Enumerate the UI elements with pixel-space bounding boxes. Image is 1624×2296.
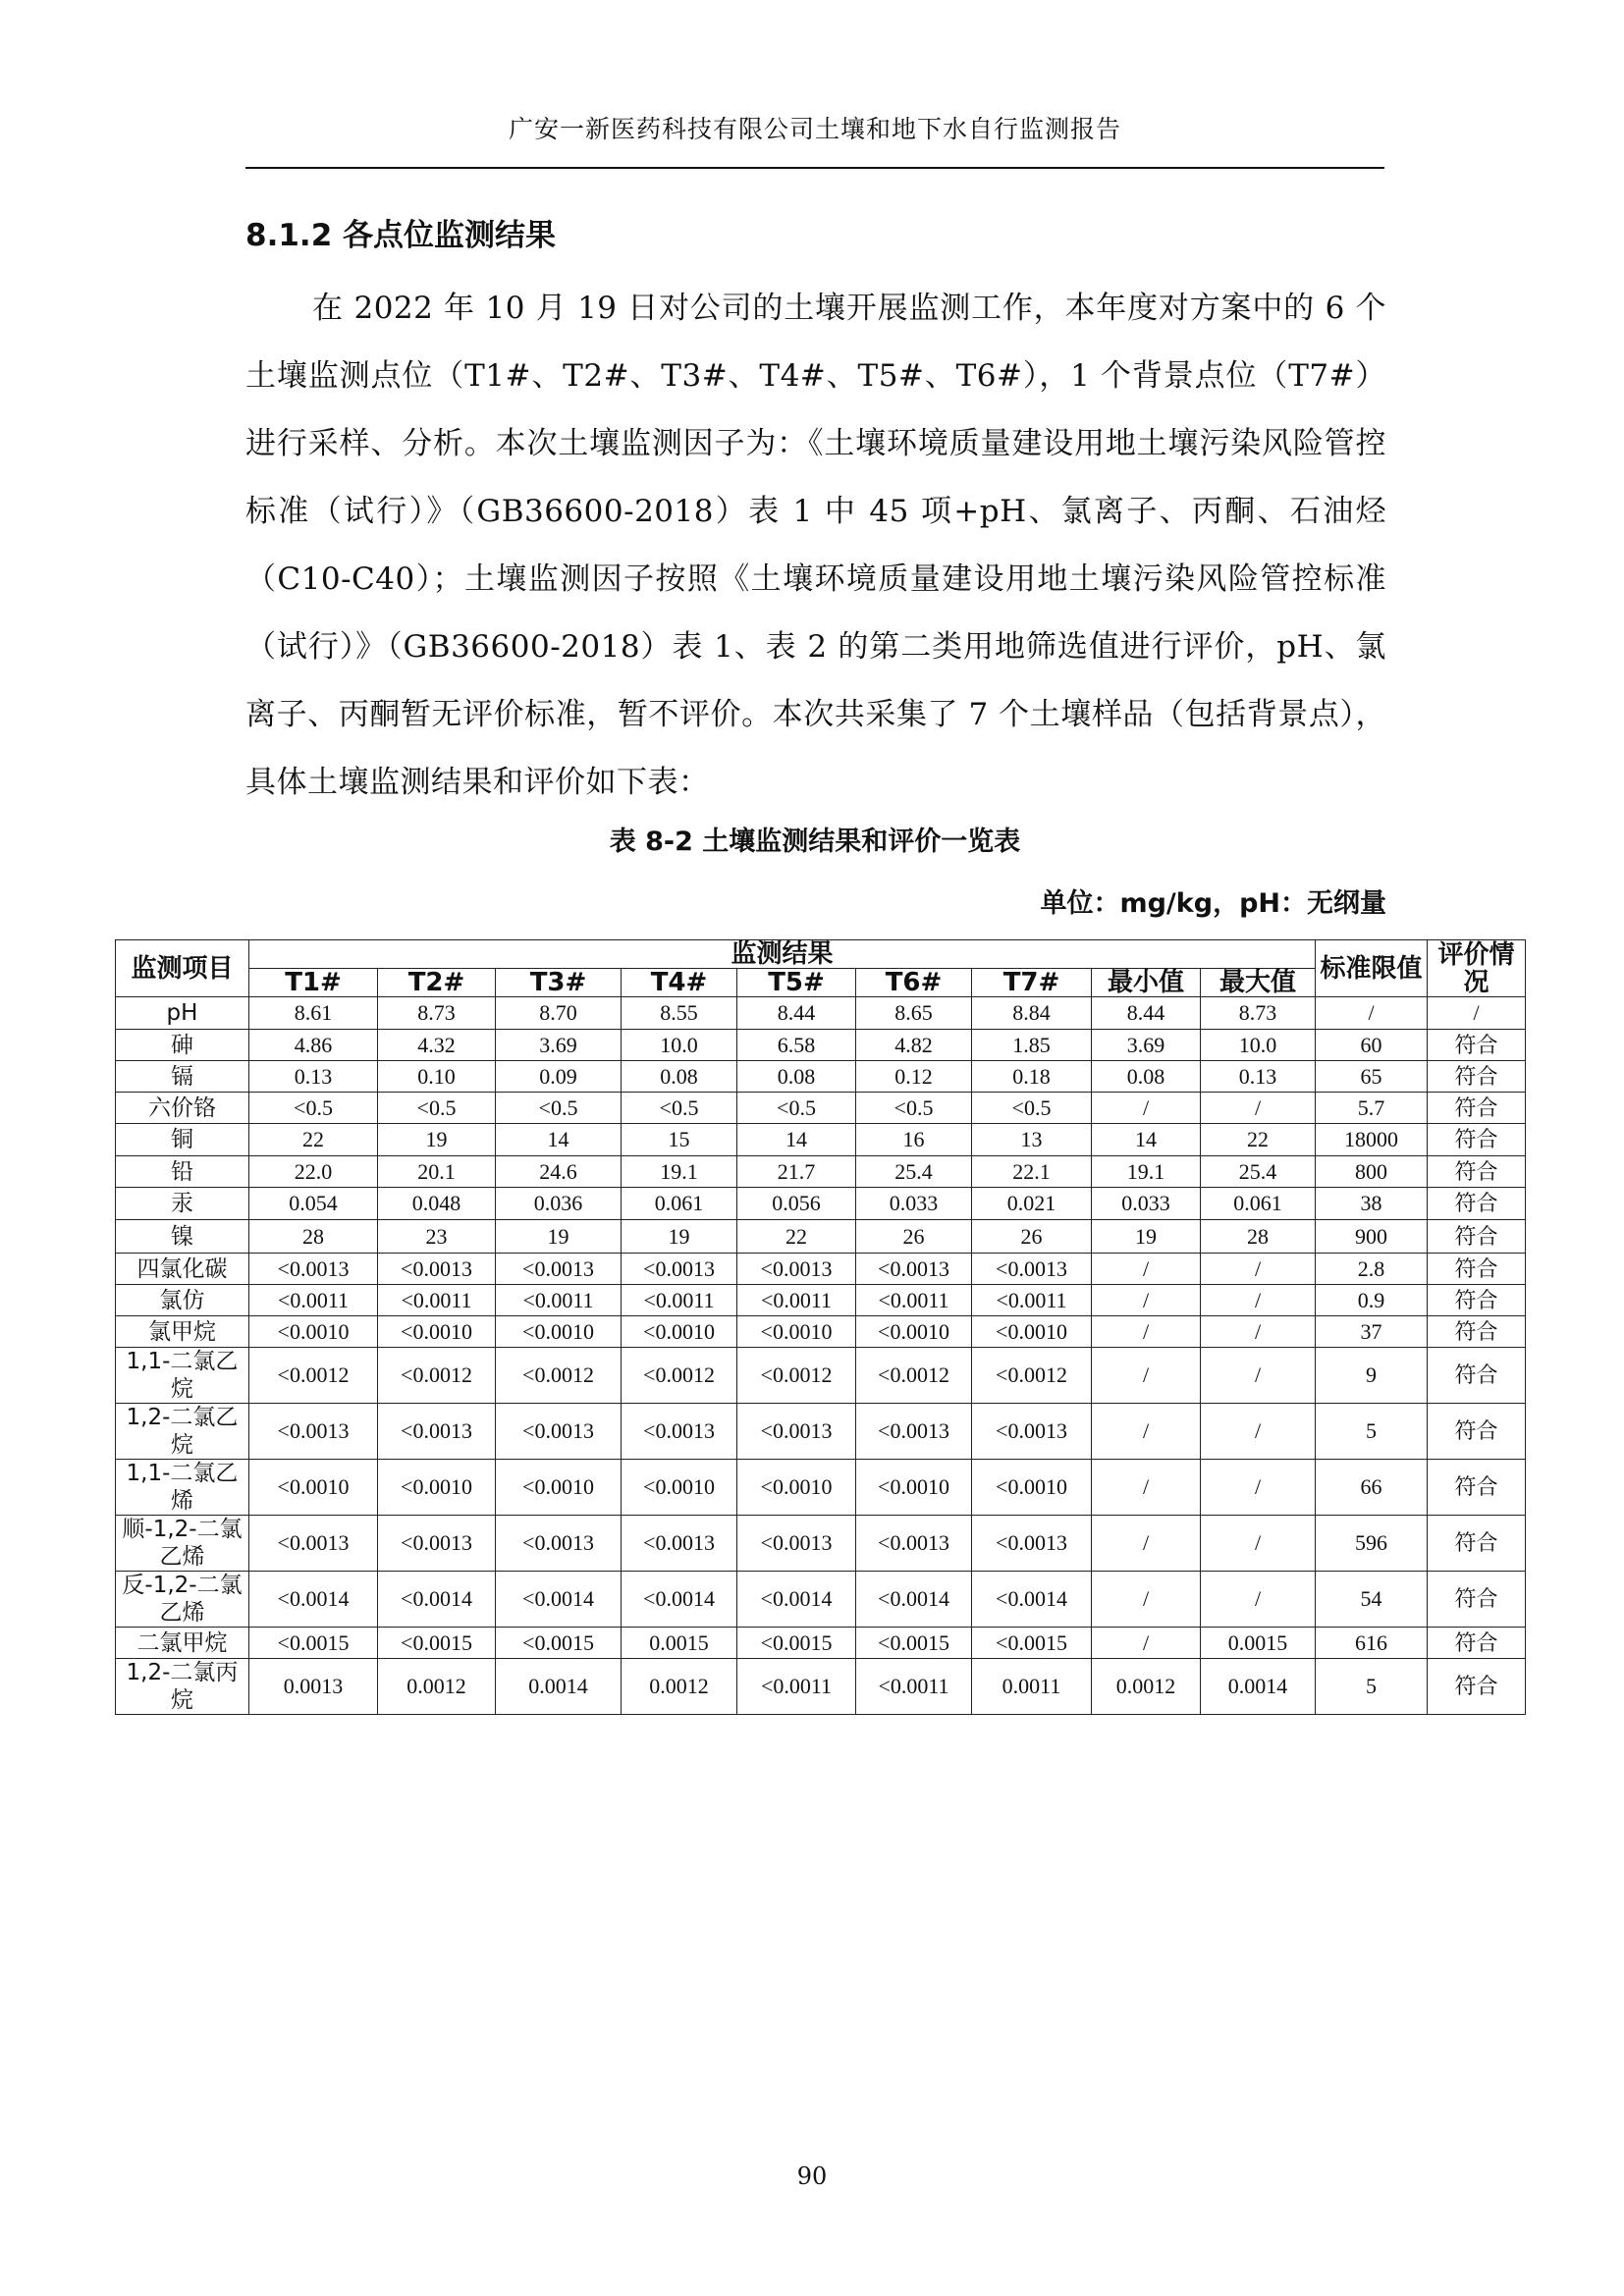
cell-eval: 符合	[1428, 1093, 1526, 1124]
cell-value: <0.0010	[856, 1316, 972, 1348]
cell-value: <0.0013	[972, 1516, 1092, 1572]
table-row	[116, 1285, 1526, 1316]
cell-max: 0.0015	[1201, 1628, 1316, 1659]
cell-eval: 符合	[1428, 1348, 1526, 1404]
cell-value: 14	[496, 1124, 622, 1156]
header-point: T5#	[737, 969, 856, 997]
cell-value: <0.0011	[737, 1285, 856, 1316]
cell-max: /	[1201, 1316, 1316, 1348]
row-item-name: 六价铬	[116, 1093, 249, 1124]
cell-value: 22	[737, 1220, 856, 1254]
cell-value: <0.0014	[249, 1572, 378, 1628]
cell-min: 0.033	[1092, 1188, 1201, 1220]
cell-limit: 9	[1316, 1348, 1428, 1404]
cell-value: 0.0012	[378, 1659, 496, 1715]
cell-value: <0.0010	[972, 1316, 1092, 1348]
cell-eval: 符合	[1428, 1516, 1526, 1572]
cell-value: 8.61	[249, 997, 378, 1030]
cell-value: 22.1	[972, 1156, 1092, 1188]
cell-max: 22	[1201, 1124, 1316, 1156]
cell-eval: 符合	[1428, 1254, 1526, 1285]
cell-value: 1.85	[972, 1030, 1092, 1061]
table-row	[116, 1030, 1526, 1061]
cell-limit: 900	[1316, 1220, 1428, 1254]
cell-eval: 符合	[1428, 1156, 1526, 1188]
cell-value: <0.0011	[856, 1659, 972, 1715]
cell-limit: 18000	[1316, 1124, 1428, 1156]
cell-value: 16	[856, 1124, 972, 1156]
cell-value: <0.0010	[496, 1316, 622, 1348]
table-row	[116, 1220, 1526, 1254]
cell-limit: 5	[1316, 1404, 1428, 1460]
cell-value: 0.09	[496, 1061, 622, 1093]
cell-value: <0.0012	[972, 1348, 1092, 1404]
cell-value: <0.0014	[972, 1572, 1092, 1628]
cell-min: 19	[1092, 1220, 1201, 1254]
header-min: 最小值	[1092, 969, 1201, 997]
cell-value: 28	[249, 1220, 378, 1254]
soil-results-table	[115, 939, 1526, 1715]
cell-min: 19.1	[1092, 1156, 1201, 1188]
cell-value: <0.0013	[622, 1404, 737, 1460]
page-number: 90	[796, 2163, 828, 2190]
cell-value: 19	[378, 1124, 496, 1156]
cell-value: 25.4	[856, 1156, 972, 1188]
cell-value: <0.0011	[378, 1285, 496, 1316]
cell-value: <0.0013	[737, 1254, 856, 1285]
cell-value: 26	[972, 1220, 1092, 1254]
cell-value: 0.036	[496, 1188, 622, 1220]
cell-value: 8.70	[496, 997, 622, 1030]
cell-value: <0.0014	[496, 1572, 622, 1628]
cell-value: 8.73	[378, 997, 496, 1030]
cell-min: /	[1092, 1628, 1201, 1659]
cell-value: <0.0010	[496, 1460, 622, 1516]
cell-value: <0.5	[856, 1093, 972, 1124]
cell-value: <0.0012	[496, 1348, 622, 1404]
cell-value: <0.0015	[249, 1628, 378, 1659]
cell-max: 25.4	[1201, 1156, 1316, 1188]
cell-value: 0.0014	[496, 1659, 622, 1715]
cell-eval: 符合	[1428, 1220, 1526, 1254]
table-row	[116, 1093, 1526, 1124]
cell-min: 14	[1092, 1124, 1201, 1156]
table-row	[116, 1124, 1526, 1156]
cell-value: <0.0013	[496, 1254, 622, 1285]
cell-value: <0.0013	[378, 1516, 496, 1572]
cell-eval: 符合	[1428, 1572, 1526, 1628]
cell-value: <0.0013	[496, 1516, 622, 1572]
row-item-name: 氯甲烷	[116, 1316, 249, 1348]
header-limit: 标准限值	[1316, 940, 1428, 997]
cell-limit: 800	[1316, 1156, 1428, 1188]
cell-min: 3.69	[1092, 1030, 1201, 1061]
cell-value: 8.55	[622, 997, 737, 1030]
cell-value: <0.0013	[249, 1254, 378, 1285]
cell-value: <0.0010	[378, 1316, 496, 1348]
cell-value: 0.033	[856, 1188, 972, 1220]
table-subheader-row	[116, 969, 1526, 997]
section-title: 8.1.2 各点位监测结果	[245, 218, 557, 253]
cell-min: /	[1092, 1285, 1201, 1316]
cell-value: <0.0015	[737, 1628, 856, 1659]
cell-value: <0.0013	[378, 1404, 496, 1460]
cell-value: <0.5	[622, 1093, 737, 1124]
cell-limit: 38	[1316, 1188, 1428, 1220]
cell-value: <0.0013	[378, 1254, 496, 1285]
cell-eval: 符合	[1428, 1404, 1526, 1460]
cell-value: <0.0013	[622, 1254, 737, 1285]
cell-value: <0.0010	[972, 1460, 1092, 1516]
header-point: T6#	[856, 969, 972, 997]
cell-limit: 2.8	[1316, 1254, 1428, 1285]
cell-value: 0.13	[249, 1061, 378, 1093]
cell-max: 0.13	[1201, 1061, 1316, 1093]
cell-value: 0.056	[737, 1188, 856, 1220]
cell-value: <0.0013	[249, 1516, 378, 1572]
cell-value: <0.0011	[249, 1285, 378, 1316]
cell-value: <0.0010	[737, 1316, 856, 1348]
cell-value: 26	[856, 1220, 972, 1254]
cell-min: /	[1092, 1348, 1201, 1404]
cell-value: <0.0011	[856, 1285, 972, 1316]
cell-value: 4.32	[378, 1030, 496, 1061]
cell-value: <0.0013	[496, 1404, 622, 1460]
cell-value: <0.0012	[249, 1348, 378, 1404]
cell-eval: 符合	[1428, 1659, 1526, 1715]
cell-value: 0.12	[856, 1061, 972, 1093]
cell-limit: /	[1316, 997, 1428, 1030]
cell-limit: 54	[1316, 1572, 1428, 1628]
cell-limit: 60	[1316, 1030, 1428, 1061]
row-item-name: 反-1,2-二氯乙烯	[116, 1572, 249, 1628]
table-body	[116, 997, 1526, 1715]
cell-min: /	[1092, 1254, 1201, 1285]
cell-value: <0.0011	[622, 1285, 737, 1316]
cell-value: <0.0010	[737, 1460, 856, 1516]
cell-value: 0.048	[378, 1188, 496, 1220]
cell-max: /	[1201, 1516, 1316, 1572]
cell-value: <0.0012	[622, 1348, 737, 1404]
cell-value: 4.82	[856, 1030, 972, 1061]
cell-value: 13	[972, 1124, 1092, 1156]
cell-value: <0.0010	[622, 1460, 737, 1516]
cell-value: 0.08	[622, 1061, 737, 1093]
cell-value: 22.0	[249, 1156, 378, 1188]
cell-value: 0.0015	[622, 1628, 737, 1659]
cell-value: <0.0013	[972, 1254, 1092, 1285]
cell-value: <0.5	[249, 1093, 378, 1124]
cell-eval: 符合	[1428, 1628, 1526, 1659]
table-row	[116, 1404, 1526, 1460]
cell-value: <0.0010	[378, 1460, 496, 1516]
cell-max: /	[1201, 1093, 1316, 1124]
cell-value: <0.0011	[496, 1285, 622, 1316]
cell-value: 21.7	[737, 1156, 856, 1188]
table-unit-note: 单位：mg/kg，pH：无纲量	[1040, 888, 1386, 919]
cell-value: <0.0015	[856, 1628, 972, 1659]
header-point: T4#	[622, 969, 737, 997]
cell-max: /	[1201, 1572, 1316, 1628]
cell-value: <0.0015	[378, 1628, 496, 1659]
cell-eval: 符合	[1428, 1285, 1526, 1316]
table-header-row	[116, 940, 1526, 969]
row-item-name: 镍	[116, 1220, 249, 1254]
header-eval: 评价情况	[1428, 940, 1526, 997]
cell-value: <0.0015	[972, 1628, 1092, 1659]
header-point: T3#	[496, 969, 622, 997]
cell-value: <0.5	[378, 1093, 496, 1124]
cell-value: <0.0012	[856, 1348, 972, 1404]
cell-value: 0.0011	[972, 1659, 1092, 1715]
cell-eval: 符合	[1428, 1061, 1526, 1093]
cell-value: 0.18	[972, 1061, 1092, 1093]
cell-limit: 65	[1316, 1061, 1428, 1093]
cell-value: 8.84	[972, 997, 1092, 1030]
table-row	[116, 1316, 1526, 1348]
cell-value: <0.5	[972, 1093, 1092, 1124]
cell-value: 0.021	[972, 1188, 1092, 1220]
cell-max: /	[1201, 1285, 1316, 1316]
row-item-name: 四氯化碳	[116, 1254, 249, 1285]
cell-limit: 616	[1316, 1628, 1428, 1659]
cell-value: <0.0014	[378, 1572, 496, 1628]
header-point: T7#	[972, 969, 1092, 997]
cell-value: 23	[378, 1220, 496, 1254]
cell-value: 0.054	[249, 1188, 378, 1220]
cell-value: 6.58	[737, 1030, 856, 1061]
cell-value: <0.0013	[737, 1404, 856, 1460]
cell-limit: 0.9	[1316, 1285, 1428, 1316]
cell-value: 8.65	[856, 997, 972, 1030]
cell-value: 22	[249, 1124, 378, 1156]
row-item-name: 1,1-二氯乙烯	[116, 1460, 249, 1516]
cell-value: <0.0013	[737, 1516, 856, 1572]
cell-value: 0.0012	[622, 1659, 737, 1715]
cell-value: 14	[737, 1124, 856, 1156]
cell-limit: 596	[1316, 1516, 1428, 1572]
cell-min: 0.0012	[1092, 1659, 1201, 1715]
cell-value: 15	[622, 1124, 737, 1156]
cell-eval: 符合	[1428, 1316, 1526, 1348]
cell-eval: /	[1428, 997, 1526, 1030]
cell-value: <0.5	[737, 1093, 856, 1124]
row-item-name: 二氯甲烷	[116, 1628, 249, 1659]
row-item-name: 砷	[116, 1030, 249, 1061]
cell-value: <0.0013	[856, 1404, 972, 1460]
row-item-name: 1,1-二氯乙烷	[116, 1348, 249, 1404]
row-item-name: 顺-1,2-二氯乙烯	[116, 1516, 249, 1572]
row-item-name: 铜	[116, 1124, 249, 1156]
cell-value: 0.10	[378, 1061, 496, 1093]
table-row	[116, 1061, 1526, 1093]
cell-min: /	[1092, 1516, 1201, 1572]
cell-value: 0.0013	[249, 1659, 378, 1715]
table-row	[116, 1628, 1526, 1659]
cell-limit: 37	[1316, 1316, 1428, 1348]
table-row	[116, 1572, 1526, 1628]
cell-value: <0.0010	[856, 1460, 972, 1516]
cell-value: <0.0013	[856, 1516, 972, 1572]
cell-eval: 符合	[1428, 1030, 1526, 1061]
table-row	[116, 997, 1526, 1030]
cell-value: 10.0	[622, 1030, 737, 1061]
cell-limit: 5	[1316, 1659, 1428, 1715]
cell-eval: 符合	[1428, 1124, 1526, 1156]
row-item-name: pH	[116, 997, 249, 1030]
row-item-name: 铅	[116, 1156, 249, 1188]
cell-min: /	[1092, 1404, 1201, 1460]
table-row	[116, 1254, 1526, 1285]
table-row	[116, 1156, 1526, 1188]
page-header: 广安一新医药科技有限公司土壤和地下水自行监测报告	[508, 115, 1121, 143]
cell-value: 0.08	[737, 1061, 856, 1093]
header-max: 最大值	[1201, 969, 1316, 997]
cell-min: 8.44	[1092, 997, 1201, 1030]
cell-value: 8.44	[737, 997, 856, 1030]
table-row	[116, 1188, 1526, 1220]
cell-value: <0.0012	[378, 1348, 496, 1404]
cell-value: 19.1	[622, 1156, 737, 1188]
cell-limit: 5.7	[1316, 1093, 1428, 1124]
cell-value: <0.0011	[972, 1285, 1092, 1316]
header-item: 监测项目	[116, 940, 249, 997]
cell-eval: 符合	[1428, 1460, 1526, 1516]
cell-value: <0.0015	[496, 1628, 622, 1659]
table-row	[116, 1348, 1526, 1404]
table-title: 表 8-2 土壤监测结果和评价一览表	[609, 827, 1021, 857]
row-item-name: 汞	[116, 1188, 249, 1220]
cell-min: 0.08	[1092, 1061, 1201, 1093]
table-row	[116, 1460, 1526, 1516]
header-divider	[245, 167, 1384, 169]
row-item-name: 氯仿	[116, 1285, 249, 1316]
cell-value: <0.0014	[856, 1572, 972, 1628]
cell-value: 19	[622, 1220, 737, 1254]
cell-max: /	[1201, 1254, 1316, 1285]
cell-value: 19	[496, 1220, 622, 1254]
cell-min: /	[1092, 1460, 1201, 1516]
cell-value: <0.5	[496, 1093, 622, 1124]
cell-value: <0.0011	[737, 1659, 856, 1715]
cell-value: <0.0013	[249, 1404, 378, 1460]
header-point: T2#	[378, 969, 496, 997]
cell-max: 8.73	[1201, 997, 1316, 1030]
cell-min: /	[1092, 1572, 1201, 1628]
cell-value: 20.1	[378, 1156, 496, 1188]
cell-value: <0.0013	[856, 1254, 972, 1285]
row-item-name: 1,2-二氯丙烷	[116, 1659, 249, 1715]
cell-value: <0.0010	[249, 1316, 378, 1348]
cell-max: /	[1201, 1460, 1316, 1516]
cell-max: 0.0014	[1201, 1659, 1316, 1715]
cell-min: /	[1092, 1093, 1201, 1124]
body-paragraph: 在 2022 年 10 月 19 日对公司的土壤开展监测工作，本年度对方案中的 6 个土壤监测点位（T1#、T2#、T3#、T4#、T5#、T6#），1 个背景点位（T7#）进行采样、分析。本次土壤监测因子为：《土壤环境质量建设用地土壤污染风险管控标准（试行）》（GB36600-2018）表 1 中 45 项+pH、氯离子、丙酮、石油烃（C10-C40）；土壤监测因子按照《土壤环境质量建设用地土壤污染风险管控标准（试行）》（GB36600-2018）表 1、表 2 的第二类用地筛选值进行评价，pH、氯离子、丙酮暂无评价标准，暂不评价。本次共采集了 7 个土壤样品（包括背景点），具体土壤监测结果和评价如下表：	[245, 291, 1386, 800]
cell-max: 0.061	[1201, 1188, 1316, 1220]
row-item-name: 镉	[116, 1061, 249, 1093]
header-point: T1#	[249, 969, 378, 997]
cell-value: <0.0010	[622, 1316, 737, 1348]
table-row	[116, 1516, 1526, 1572]
cell-max: /	[1201, 1348, 1316, 1404]
table-row	[116, 1659, 1526, 1715]
cell-limit: 66	[1316, 1460, 1428, 1516]
row-item-name: 1,2-二氯乙烷	[116, 1404, 249, 1460]
cell-value: <0.0010	[249, 1460, 378, 1516]
cell-value: <0.0014	[622, 1572, 737, 1628]
cell-min: /	[1092, 1316, 1201, 1348]
cell-value: 24.6	[496, 1156, 622, 1188]
cell-value: 4.86	[249, 1030, 378, 1061]
cell-eval: 符合	[1428, 1188, 1526, 1220]
cell-max: 28	[1201, 1220, 1316, 1254]
cell-max: 10.0	[1201, 1030, 1316, 1061]
cell-value: 0.061	[622, 1188, 737, 1220]
cell-value: <0.0014	[737, 1572, 856, 1628]
cell-value: 3.69	[496, 1030, 622, 1061]
cell-value: <0.0013	[972, 1404, 1092, 1460]
cell-value: <0.0013	[622, 1516, 737, 1572]
header-results: 监测结果	[249, 940, 1316, 969]
cell-value: <0.0012	[737, 1348, 856, 1404]
cell-max: /	[1201, 1404, 1316, 1460]
